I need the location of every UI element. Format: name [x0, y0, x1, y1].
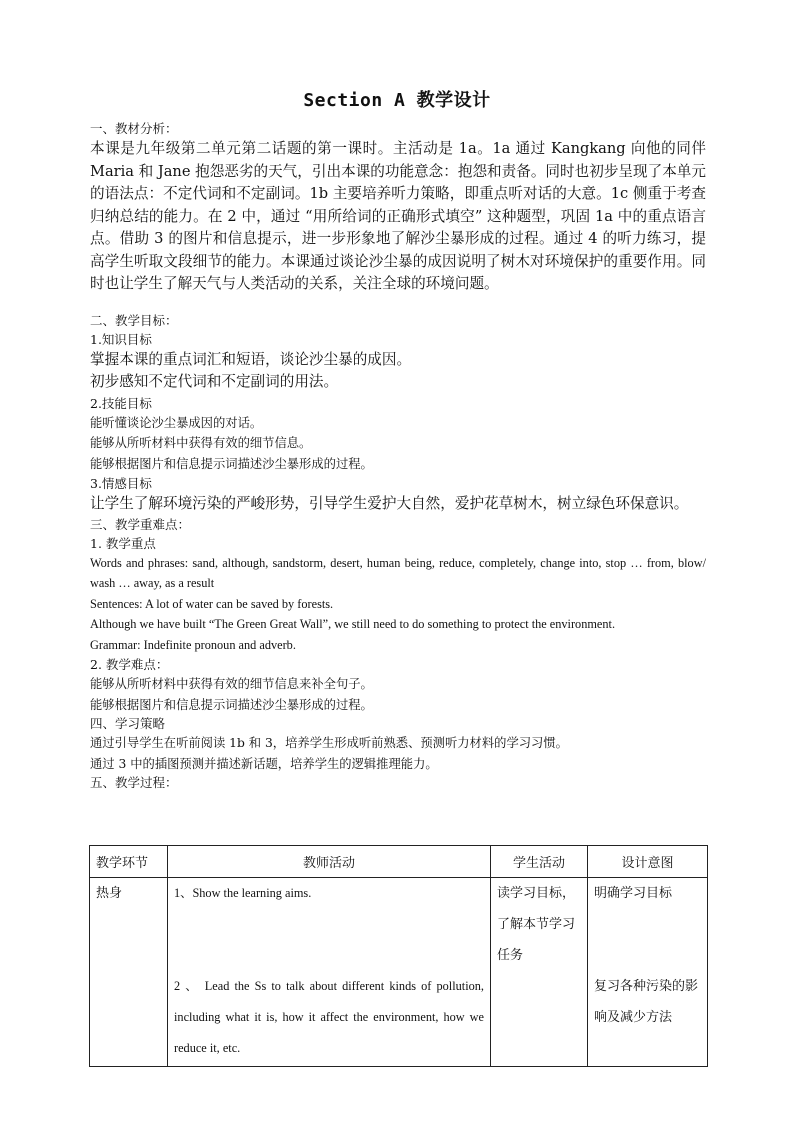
skill-item: 能听懂谈论沙尘暴成因的对话。 — [90, 415, 263, 430]
skill-item: 能够从所听材料中获得有效的细节信息。 — [90, 436, 312, 450]
stage-text: 热身 — [96, 886, 123, 901]
skill-item: 能够根据图片和信息提示词描述沙尘暴形成的过程。 — [90, 456, 373, 471]
keypoints-heading: 三、教学重难点： — [90, 516, 191, 532]
document-body — [90, 120, 706, 792]
column-header-stage: 教学环节 — [90, 846, 168, 878]
document-title: Section A 教学设计 — [303, 90, 491, 111]
grammar-point: Grammar: Indefinite pronoun and adverb. — [90, 637, 296, 652]
student-activity-cell — [491, 878, 588, 1067]
table-row — [90, 878, 708, 1067]
column-header-teacher: 教师活动 — [168, 846, 491, 878]
sentence-1: Sentences: A lot of water can be saved by forests. — [90, 596, 334, 611]
design-intent-2: 复习各种污染的影响及减少方法 — [594, 979, 699, 1025]
skill-objective-title: 2.技能目标 — [90, 395, 152, 411]
emotion-objective-text: 让学生了解环境污染的严峻形势，引导学生爱护大自然，爱护花草树木，树立绿色环保意识。 — [90, 495, 689, 512]
analysis-paragraph: 本课是九年级第二单元第二话题的第一课时。主活动是 1a。1a 通过 Kangkang 向他的同伴 Maria 和 Jane 抱怨恶劣的天气，引出本课的功能意念：抱怨和责备。同时也初步呈现了本单元的语法点：不定代词和不定副词。1b 主要培养听力策略，即重点听对话的大意。1c 侧重于考查归纳总结的能力。在 2 中，通过 “用所给词的正确形式填空” 这种题型，巩固 1a 中的重点语言点。借助 3 的图片和信息提示，进一步形象地了解沙尘暴形成的过程。通过 4 的听力练习，提高学生听取文段细节的能力。本课通过谈论沙尘暴的成因说明了树木对环境保护的重要作用。同时也让学生了解天气与人类活动的关系，关注全球的环境问题。 — [90, 140, 706, 292]
strategy-item: 通过 3 中的插图预测并描述新话题，培养学生的逻辑推理能力。 — [90, 756, 438, 771]
teaching-focus-title: 1. 教学重点 — [90, 535, 156, 551]
stage-cell — [90, 878, 168, 1067]
difficulty-item: 能够根据图片和信息提示词描述沙尘暴形成的过程。 — [90, 697, 373, 712]
column-header-design: 设计意图 — [588, 846, 708, 878]
analysis-heading: 一、教材分析： — [90, 121, 178, 136]
column-header-student: 学生活动 — [491, 846, 588, 878]
teaching-process-table — [89, 845, 708, 1067]
design-intent-cell — [588, 878, 708, 1067]
emotion-objective-title: 3.情感目标 — [90, 476, 152, 491]
difficulty-item: 能够从所听材料中获得有效的细节信息来补全句子。 — [90, 677, 373, 691]
process-heading: 五、教学过程： — [90, 775, 178, 790]
sentence-2: Although we have built “The Green Great Wall”, we still need to do something to protect the environment. — [90, 617, 616, 631]
strategy-item: 通过引导学生在听前阅读 1b 和 3，培养学生形成听前熟悉、预测听力材料的学习习惯。 — [90, 736, 568, 750]
strategy-heading: 四、学习策略 — [90, 716, 166, 731]
teacher-activity-1: 1、Show the learning aims. — [174, 886, 312, 900]
student-activity-text: 读学习目标，了解本节学习任务 — [497, 886, 576, 963]
objectives-heading: 二、教学目标： — [90, 312, 178, 328]
teacher-activity-2: 2 、 Lead the Ss to talk about different kinds of pollution, including what it is, how it affect the environment, how we reduce it, etc. — [174, 979, 484, 1055]
knowledge-item: 初步感知不定代词和不定副词的用法。 — [90, 373, 339, 390]
teaching-difficulty-title: 2. 教学难点： — [90, 657, 169, 672]
knowledge-item: 掌握本课的重点词汇和短语，谈论沙尘暴的成因。 — [90, 350, 412, 368]
words-and-phrases: Words and phrases: sand, although, sandstorm, desert, human being, reduce, completely, change into, stop … from, blow/ wash … away, as a result — [90, 555, 706, 590]
design-intent-1: 明确学习目标 — [594, 886, 673, 901]
table-header-row — [90, 846, 708, 878]
teacher-activity-cell — [168, 878, 491, 1067]
knowledge-objective-title: 1.知识目标 — [90, 331, 152, 347]
